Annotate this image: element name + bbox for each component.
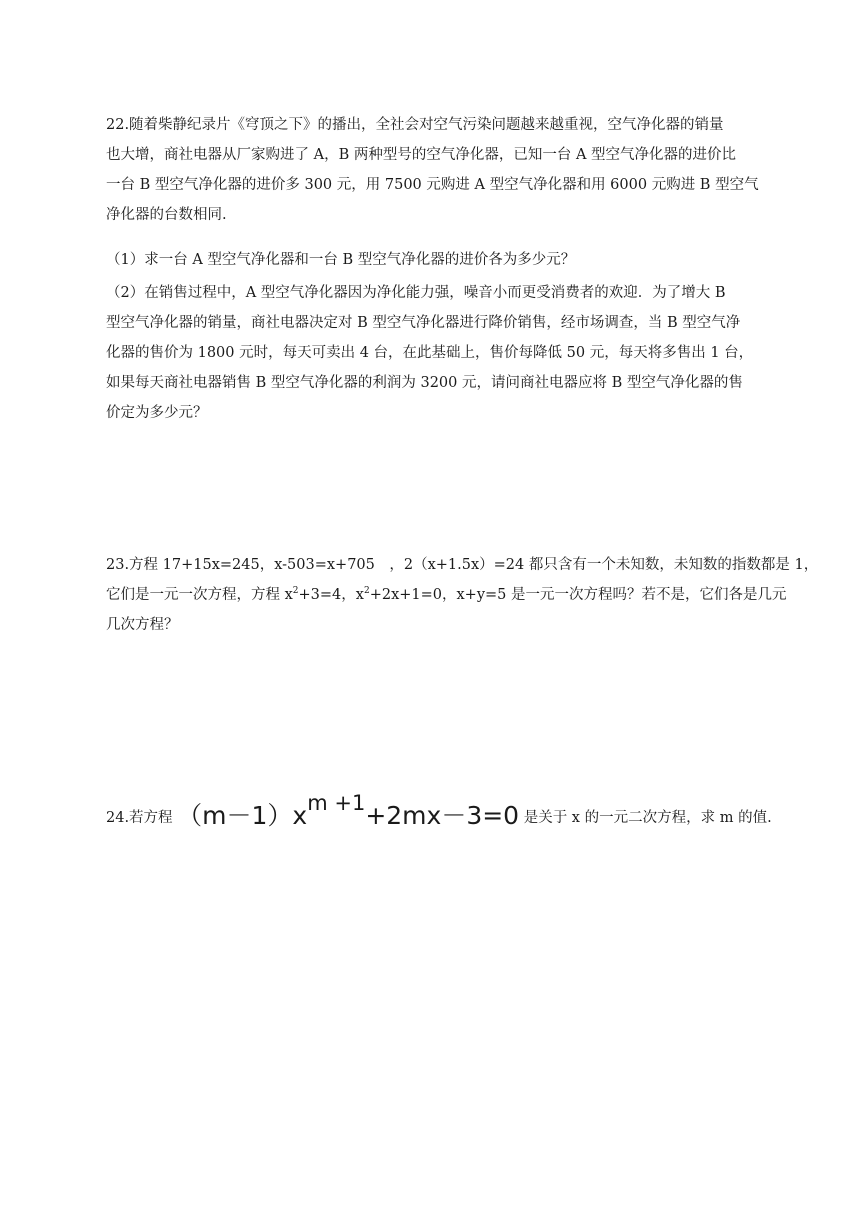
question-24-prefix: 24.若方程 [106, 810, 173, 826]
question-22-part-1-text: （1）求一台 A 型空气净化器和一台 B 型空气净化器的进价各为多少元？ [106, 252, 576, 268]
equation-part-2: +2mx－3=0 [365, 801, 520, 830]
question-23-line-3: 几次方程？ [106, 617, 179, 633]
equation-part-1: （m－1）x [177, 801, 308, 830]
question-22-line: 一台 B 型空气净化器的进价多 300 元，用 7500 元购进 A 型空气净化器和用 6000 元购进 B 型空气 [106, 177, 759, 193]
question-23-line-1: 23.方程 17+15x=245，x-503=x+705 ，2（x+1.5x）=24 都只含有一个未知数，未知数的指数都是 1， [106, 557, 819, 573]
question-22-part-1 [106, 245, 754, 275]
equation-exponent: m +1 [307, 791, 366, 815]
question-22-part-2-line: 型空气净化器的销量，商社电器决定对 B 型空气净化器进行降价销售，经市场调查，当 B 型空气净 [106, 315, 741, 331]
superscript: 2 [363, 586, 370, 596]
question-22-part-2-line: 化器的售价为 1800 元时，每天可卖出 4 台，在此基础上，售价每降低 50 元，每天将多售出 1 台， [106, 345, 754, 361]
question-22-line: 22.随着柴静纪录片《穹顶之下》的播出，全社会对空气污染问题越来越重视，空气净化器的销量 [106, 117, 724, 133]
superscript: 2 [292, 586, 299, 596]
question-22-part-2-line: 如果每天商社电器销售 B 型空气净化器的利润为 3200 元，请问商社电器应将 B 型空气净化器的售 [106, 375, 743, 391]
question-24 [106, 791, 806, 832]
question-22-part-2 [106, 278, 754, 428]
question-23 [106, 550, 819, 640]
question-22-part-2-line: 价定为多少元？ [106, 405, 208, 421]
question-23-text: +3=4，x [298, 587, 364, 603]
question-23-text: 它们是一元一次方程，方程 x [106, 587, 293, 603]
question-23-text: +2x+1=0，x+y=5 是一元一次方程吗？若不是，它们各是几元 [369, 587, 787, 603]
question-24-suffix: 是关于 x 的一元二次方程，求 m 的值. [523, 810, 772, 826]
question-22 [106, 110, 759, 230]
question-22-line: 净化器的台数相同. [106, 207, 227, 223]
question-22-line: 也大增，商社电器从厂家购进了 A，B 两种型号的空气净化器，已知一台 A 型空气净化器的进价比 [106, 147, 737, 163]
question-22-part-2-line: （2）在销售过程中，A 型空气净化器因为净化能力强，噪音小而更受消费者的欢迎．为了增大 B [106, 285, 726, 301]
question-23-line-2 [106, 580, 787, 610]
